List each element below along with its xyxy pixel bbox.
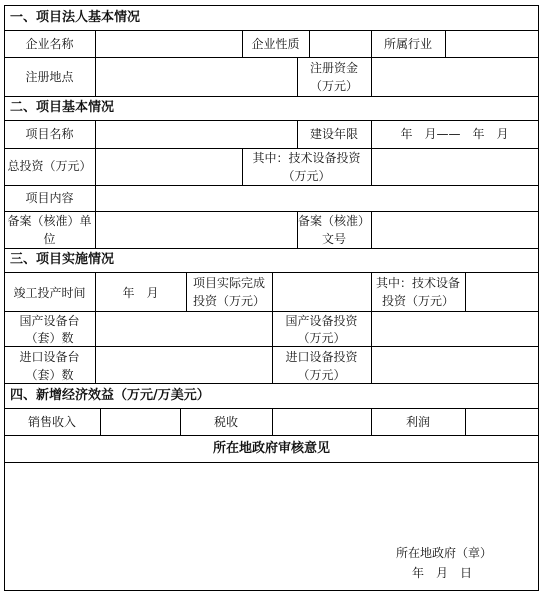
rule: [371, 57, 372, 96]
label-domestic-invest-line1: 国产设备投资: [285, 314, 358, 328]
rule: [4, 57, 539, 58]
label-industry: 所属行业: [383, 37, 432, 51]
review-date: 年 月 日: [412, 566, 473, 580]
label-import-sets-line2: （套）数: [25, 368, 74, 382]
section-2-title: 二、项目基本情况: [10, 100, 115, 115]
label-reg-place: 注册地点: [25, 70, 74, 84]
label-domestic-sets-line2: （套）数: [25, 331, 74, 345]
label-actual-investment-line1: 项目实际完成: [192, 276, 265, 290]
section-3-title: 三、项目实施情况: [10, 252, 115, 267]
label-tech-equipment-line1: 其中：技术设备: [375, 276, 460, 290]
section-4-title: 四、新增经济效益（万元/万美元）: [10, 388, 210, 403]
rule: [4, 120, 539, 121]
build-period-value: 年 月—— 年 月: [400, 127, 509, 141]
label-total-investment: 总投资（万元）: [7, 159, 92, 173]
rule: [4, 30, 539, 31]
rule: [309, 30, 310, 57]
label-project-name: 项目名称: [25, 127, 74, 141]
registration-form: [4, 5, 539, 591]
rule: [445, 30, 446, 57]
label-record-unit-line1: 备案（核准）单: [7, 214, 92, 228]
review-signature: 所在地政府（章）: [396, 546, 493, 560]
section-1-title: 一、项目法人基本情况: [10, 10, 141, 25]
rule: [4, 590, 539, 591]
label-company-name: 企业名称: [25, 37, 74, 51]
rule: [538, 5, 539, 591]
rule: [272, 408, 273, 435]
label-record-no-line1: 备案（核准）: [297, 214, 370, 228]
label-record-unit-line2: 位: [43, 232, 56, 246]
rule: [95, 30, 96, 96]
label-tech-investment-line2: （万元）: [282, 169, 331, 183]
completion-year-month: 年 月: [122, 286, 159, 300]
rule: [100, 408, 101, 435]
label-import-sets-line1: 进口设备台: [19, 350, 80, 364]
rule: [465, 272, 466, 311]
label-reg-capital-line1: 注册资金: [309, 61, 358, 75]
label-sales-revenue: 销售收入: [27, 415, 76, 429]
label-import-invest-line2: （万元）: [297, 368, 346, 382]
rule: [4, 96, 539, 97]
rule: [465, 408, 466, 435]
label-record-no-line2: 文号: [321, 232, 346, 246]
label-build-period: 建设年限: [309, 127, 358, 141]
label-import-invest-line1: 进口设备投资: [285, 350, 358, 364]
rule: [4, 248, 539, 249]
rule: [4, 462, 539, 463]
label-company-nature: 企业性质: [251, 37, 300, 51]
label-domestic-invest-line2: （万元）: [297, 331, 346, 345]
label-actual-investment-line2: 投资（万元）: [192, 294, 265, 308]
rule: [4, 185, 539, 186]
rule: [4, 435, 539, 436]
rule: [371, 211, 372, 248]
rule: [95, 120, 96, 248]
label-profit: 利润: [405, 415, 430, 429]
rule: [4, 5, 539, 6]
label-tax: 税收: [213, 415, 238, 429]
label-tech-investment-line1: 其中：技术设备投资: [252, 151, 361, 165]
label-reg-capital-line2: （万元）: [309, 79, 358, 93]
label-domestic-sets-line1: 国产设备台: [19, 314, 80, 328]
review-title: 所在地政府审核意见: [212, 441, 330, 456]
label-completion-time: 竣工投产时间: [13, 286, 86, 300]
label-project-content: 项目内容: [25, 191, 74, 205]
label-tech-equipment-line2: 投资（万元）: [381, 294, 454, 308]
